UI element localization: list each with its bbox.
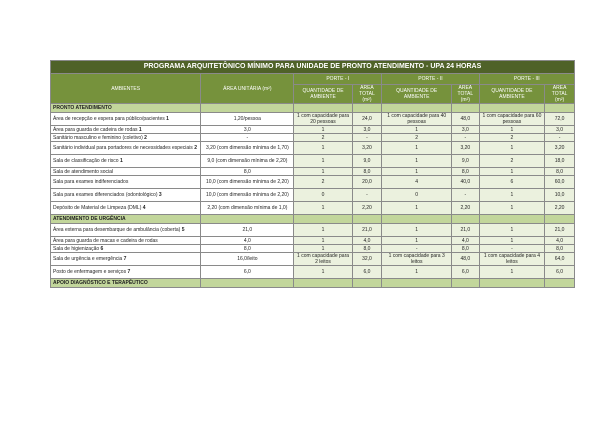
ambiente-name: Sala de urgência e emergência <box>53 256 123 262</box>
ambiente-cell <box>51 224 201 237</box>
table-row <box>51 189 575 202</box>
area-unitaria-cell: 4,0 <box>201 237 294 245</box>
note-number: 2 <box>194 145 197 151</box>
table-row <box>51 168 575 176</box>
area-unitaria-cell: 10,0 (com dimensão mínima de 2,20) <box>201 189 294 202</box>
header-porte-1: PORTE - I <box>294 74 382 85</box>
section-filler-cell <box>452 104 480 113</box>
quantidade-porte-2: 1 <box>382 237 452 245</box>
header-quantidade-2: QUANTIDADE DE AMBIENTE <box>382 85 452 104</box>
quantidade-porte-1: 1 <box>294 155 352 168</box>
section-filler-cell <box>294 215 352 224</box>
ambiente-cell <box>51 176 201 189</box>
section-title: APOIO DIAGNÓSTICO E TERAPÊUTICO <box>51 279 201 288</box>
area-total-porte-2: 3,0 <box>452 126 480 134</box>
quantidade-porte-2: 4 <box>382 176 452 189</box>
table-row <box>51 237 575 245</box>
ambiente-cell <box>51 126 201 134</box>
area-total-porte-3: 3,20 <box>545 142 575 155</box>
note-number: 1 <box>166 116 169 122</box>
section-filler-cell <box>382 279 452 288</box>
area-total-porte-2: 8,0 <box>452 245 480 253</box>
ambiente-name: Área para guarda de cadeira de rodas <box>53 126 138 133</box>
area-unitaria-cell: - <box>201 134 294 142</box>
section-filler-cell <box>352 215 382 224</box>
architectural-program-table <box>50 60 575 288</box>
note-number: 7 <box>123 256 127 262</box>
table-row <box>51 245 575 253</box>
area-total-porte-3: 3,0 <box>545 126 575 134</box>
area-total-porte-3: 8,0 <box>545 245 575 253</box>
header-porte-3: PORTE - III <box>479 74 574 85</box>
area-total-porte-1: - <box>352 189 382 202</box>
quantidade-porte-3: 1 <box>479 142 545 155</box>
area-total-porte-3: 60,0 <box>545 176 575 189</box>
area-total-porte-3: 21,0 <box>545 224 575 237</box>
quantidade-porte-1: 1 <box>294 224 352 237</box>
quantidade-porte-1: 2 <box>294 176 352 189</box>
ambiente-name: Sala de higienização <box>53 245 100 252</box>
area-unitaria-cell: 3,0 <box>201 126 294 134</box>
quantidade-porte-2: 1 <box>382 202 452 215</box>
quantidade-porte-3: 1 com capacidade para 4 leitos <box>479 253 545 266</box>
quantidade-porte-3: 1 <box>479 237 545 245</box>
area-total-porte-2: - <box>452 134 480 142</box>
quantidade-porte-2: 1 <box>382 224 452 237</box>
quantidade-porte-1: 1 com capacidade para 2 leitos <box>294 253 352 266</box>
area-unitaria-cell: 10,0 (com dimensão mínima de 2,20) <box>201 176 294 189</box>
area-total-porte-3: 72,0 <box>545 113 575 126</box>
quantidade-porte-2: 1 <box>382 266 452 279</box>
ambiente-cell <box>51 134 201 142</box>
section-filler-cell <box>479 215 545 224</box>
area-total-porte-3: 6,0 <box>545 266 575 279</box>
ambiente-name: Sala de classificação de risco <box>53 158 119 164</box>
area-total-porte-1: 3,0 <box>352 126 382 134</box>
ambiente-name: Área para guarda de macas e cadeira de rodas <box>53 237 158 244</box>
ambiente-cell <box>51 266 201 279</box>
section-filler-cell <box>382 215 452 224</box>
quantidade-porte-2: 1 <box>382 155 452 168</box>
note-number: 4 <box>142 205 146 211</box>
quantidade-porte-1: 1 com capacidade para 20 pessoas <box>294 113 352 126</box>
header-porte-2: PORTE - II <box>382 74 479 85</box>
area-total-porte-2: 2,20 <box>452 202 480 215</box>
quantidade-porte-3: 2 <box>479 155 545 168</box>
quantidade-porte-2: 1 <box>382 142 452 155</box>
header-area-total-2: ÁREA TOTAL (m²) <box>452 85 480 104</box>
ambiente-name: Posto de enfermagem e serviços <box>53 269 127 275</box>
area-unitaria-cell: 8,0 <box>201 245 294 253</box>
quantidade-porte-2: 1 com capacidade para 40 pessoas <box>382 113 452 126</box>
quantidade-porte-3: 1 <box>479 168 545 176</box>
area-total-porte-3: - <box>545 134 575 142</box>
table-row <box>51 224 575 237</box>
quantidade-porte-1: 1 <box>294 245 352 253</box>
ambiente-name: Área externa para desembarque de ambulância (coberta) <box>53 227 181 233</box>
note-number: 1 <box>119 158 123 164</box>
table-row <box>51 253 575 266</box>
area-total-porte-2: 6,0 <box>452 266 480 279</box>
section-filler-cell <box>545 104 575 113</box>
quantidade-porte-3: 1 <box>479 202 545 215</box>
note-number: 7 <box>127 269 131 275</box>
section-filler-cell <box>294 279 352 288</box>
quantidade-porte-2: 1 <box>382 126 452 134</box>
area-total-porte-3: 4,0 <box>545 237 575 245</box>
header-quantidade-3: QUANTIDADE DE AMBIENTE <box>479 85 545 104</box>
section-title: ATENDIMENTO DE URGÊNCIA <box>51 215 201 224</box>
area-total-porte-2: - <box>452 189 480 202</box>
ambiente-name: Sanitário masculino e feminino (coletivo) <box>53 134 143 141</box>
header-quantidade-1: QUANTIDADE DE AMBIENTE <box>294 85 352 104</box>
quantidade-porte-3: 1 <box>479 126 545 134</box>
section-filler-cell <box>201 104 294 113</box>
ambiente-name: Área de recepção e espera para público/pacientes <box>53 116 165 122</box>
area-total-porte-2: 48,0 <box>452 113 480 126</box>
ambiente-cell <box>51 202 201 215</box>
section-filler-cell <box>452 279 480 288</box>
ambiente-name: Depósito de Material de Limpeza (DML) <box>53 205 142 211</box>
area-total-porte-1: 20,0 <box>352 176 382 189</box>
ambiente-cell <box>51 253 201 266</box>
area-total-porte-2: 48,0 <box>452 253 480 266</box>
table-row <box>51 142 575 155</box>
header-area-unitaria: ÁREA UNITÁRIA (m²) <box>201 74 294 104</box>
section-filler-cell <box>479 104 545 113</box>
quantidade-porte-1: 1 <box>294 266 352 279</box>
section-filler-cell <box>545 215 575 224</box>
section-filler-cell <box>201 279 294 288</box>
section-title: PRONTO ATENDIMENTO <box>51 104 201 113</box>
ambiente-cell <box>51 142 201 155</box>
quantidade-porte-3: 1 <box>479 189 545 202</box>
quantidade-porte-3: 1 com capacidade para 60 pessoas <box>479 113 545 126</box>
section-row <box>51 279 575 288</box>
section-filler-cell <box>382 104 452 113</box>
header-row-1 <box>51 74 575 85</box>
ambiente-name: Sala para exames diferenciados (odontológico) <box>53 192 158 198</box>
ambiente-name: Sala para exames indiferenciados <box>53 179 129 185</box>
section-filler-cell <box>452 215 480 224</box>
area-total-porte-2: 3,20 <box>452 142 480 155</box>
quantidade-porte-1: 1 <box>294 202 352 215</box>
area-total-porte-1: 6,0 <box>352 266 382 279</box>
ambiente-cell <box>51 155 201 168</box>
area-unitaria-cell: 3,20 (com dimensão mínima de 1,70) <box>201 142 294 155</box>
table-row <box>51 202 575 215</box>
header-area-total-3: ÁREA TOTAL (m²) <box>545 85 575 104</box>
note-number: 6 <box>100 245 104 252</box>
area-unitaria-cell: 9,0 (com dimensão mínima de 2,20) <box>201 155 294 168</box>
note-number: 5 <box>181 227 185 233</box>
ambiente-cell <box>51 237 201 245</box>
section-filler-cell <box>294 104 352 113</box>
section-row <box>51 104 575 113</box>
table-title: PROGRAMA ARQUITETÔNICO MÍNIMO PARA UNIDADE DE PRONTO ATENDIMENTO - UPA 24 HORAS <box>51 61 575 74</box>
quantidade-porte-2: 1 <box>382 168 452 176</box>
table-row <box>51 134 575 142</box>
ambiente-name: Sanitário individual para portadores de necessidades especiais <box>53 145 193 151</box>
quantidade-porte-1: 0 <box>294 189 352 202</box>
ambiente-cell <box>51 189 201 202</box>
area-total-porte-1: - <box>352 134 382 142</box>
area-total-porte-2: 9,0 <box>452 155 480 168</box>
area-unitaria-cell: 21,0 <box>201 224 294 237</box>
quantidade-porte-1: 1 <box>294 126 352 134</box>
area-total-porte-3: 10,0 <box>545 189 575 202</box>
quantidade-porte-1: 1 <box>294 168 352 176</box>
section-row <box>51 215 575 224</box>
note-number: 1 <box>138 126 142 133</box>
area-total-porte-1: 32,0 <box>352 253 382 266</box>
area-total-porte-3: 64,0 <box>545 253 575 266</box>
area-unitaria-cell: 2,20 (com dimensão mínima de 1,0) <box>201 202 294 215</box>
table-row <box>51 155 575 168</box>
title-row <box>51 61 575 74</box>
section-filler-cell <box>352 104 382 113</box>
header-area-total-1: ÁREA TOTAL (m²) <box>352 85 382 104</box>
section-filler-cell <box>201 215 294 224</box>
note-number: 3 <box>158 192 162 198</box>
area-unitaria-cell: 16,0/leito <box>201 253 294 266</box>
section-filler-cell <box>545 279 575 288</box>
area-total-porte-1: 8,0 <box>352 168 382 176</box>
header-ambientes: AMBIENTES <box>51 74 201 104</box>
quantidade-porte-3: 1 <box>479 266 545 279</box>
area-total-porte-1: 24,0 <box>352 113 382 126</box>
area-total-porte-2: 40,0 <box>452 176 480 189</box>
quantidade-porte-3: 2 <box>479 134 545 142</box>
area-total-porte-1: 21,0 <box>352 224 382 237</box>
area-total-porte-2: 4,0 <box>452 237 480 245</box>
quantidade-porte-2: 2 <box>382 134 452 142</box>
ambiente-cell <box>51 245 201 253</box>
quantidade-porte-2: 0 <box>382 189 452 202</box>
ambiente-name: Sala de atendimento social <box>53 168 114 175</box>
area-total-porte-3: 18,0 <box>545 155 575 168</box>
section-filler-cell <box>352 279 382 288</box>
table-row <box>51 113 575 126</box>
area-total-porte-1: 2,20 <box>352 202 382 215</box>
area-total-porte-1: 9,0 <box>352 155 382 168</box>
area-total-porte-2: 21,0 <box>452 224 480 237</box>
table-row <box>51 266 575 279</box>
quantidade-porte-1: 1 <box>294 237 352 245</box>
area-unitaria-cell: 1,20/pessoa <box>201 113 294 126</box>
quantidade-porte-3: 1 <box>479 224 545 237</box>
table-row <box>51 126 575 134</box>
area-unitaria-cell: 8,0 <box>201 168 294 176</box>
area-unitaria-cell: 6,0 <box>201 266 294 279</box>
area-total-porte-1: 8,0 <box>352 245 382 253</box>
area-total-porte-1: 4,0 <box>352 237 382 245</box>
area-total-porte-1: 3,20 <box>352 142 382 155</box>
note-number: 2 <box>144 134 147 141</box>
area-total-porte-3: 8,0 <box>545 168 575 176</box>
area-total-porte-2: 8,0 <box>452 168 480 176</box>
quantidade-porte-1: 2 <box>294 134 352 142</box>
quantidade-porte-2: - <box>382 245 452 253</box>
quantidade-porte-2: 1 com capacidade para 3 leitos <box>382 253 452 266</box>
quantidade-porte-3: 6 <box>479 176 545 189</box>
ambiente-cell <box>51 113 201 126</box>
quantidade-porte-1: 1 <box>294 142 352 155</box>
section-filler-cell <box>479 279 545 288</box>
ambiente-cell <box>51 168 201 176</box>
area-total-porte-3: 2,20 <box>545 202 575 215</box>
quantidade-porte-3: - <box>479 245 545 253</box>
table-row <box>51 176 575 189</box>
